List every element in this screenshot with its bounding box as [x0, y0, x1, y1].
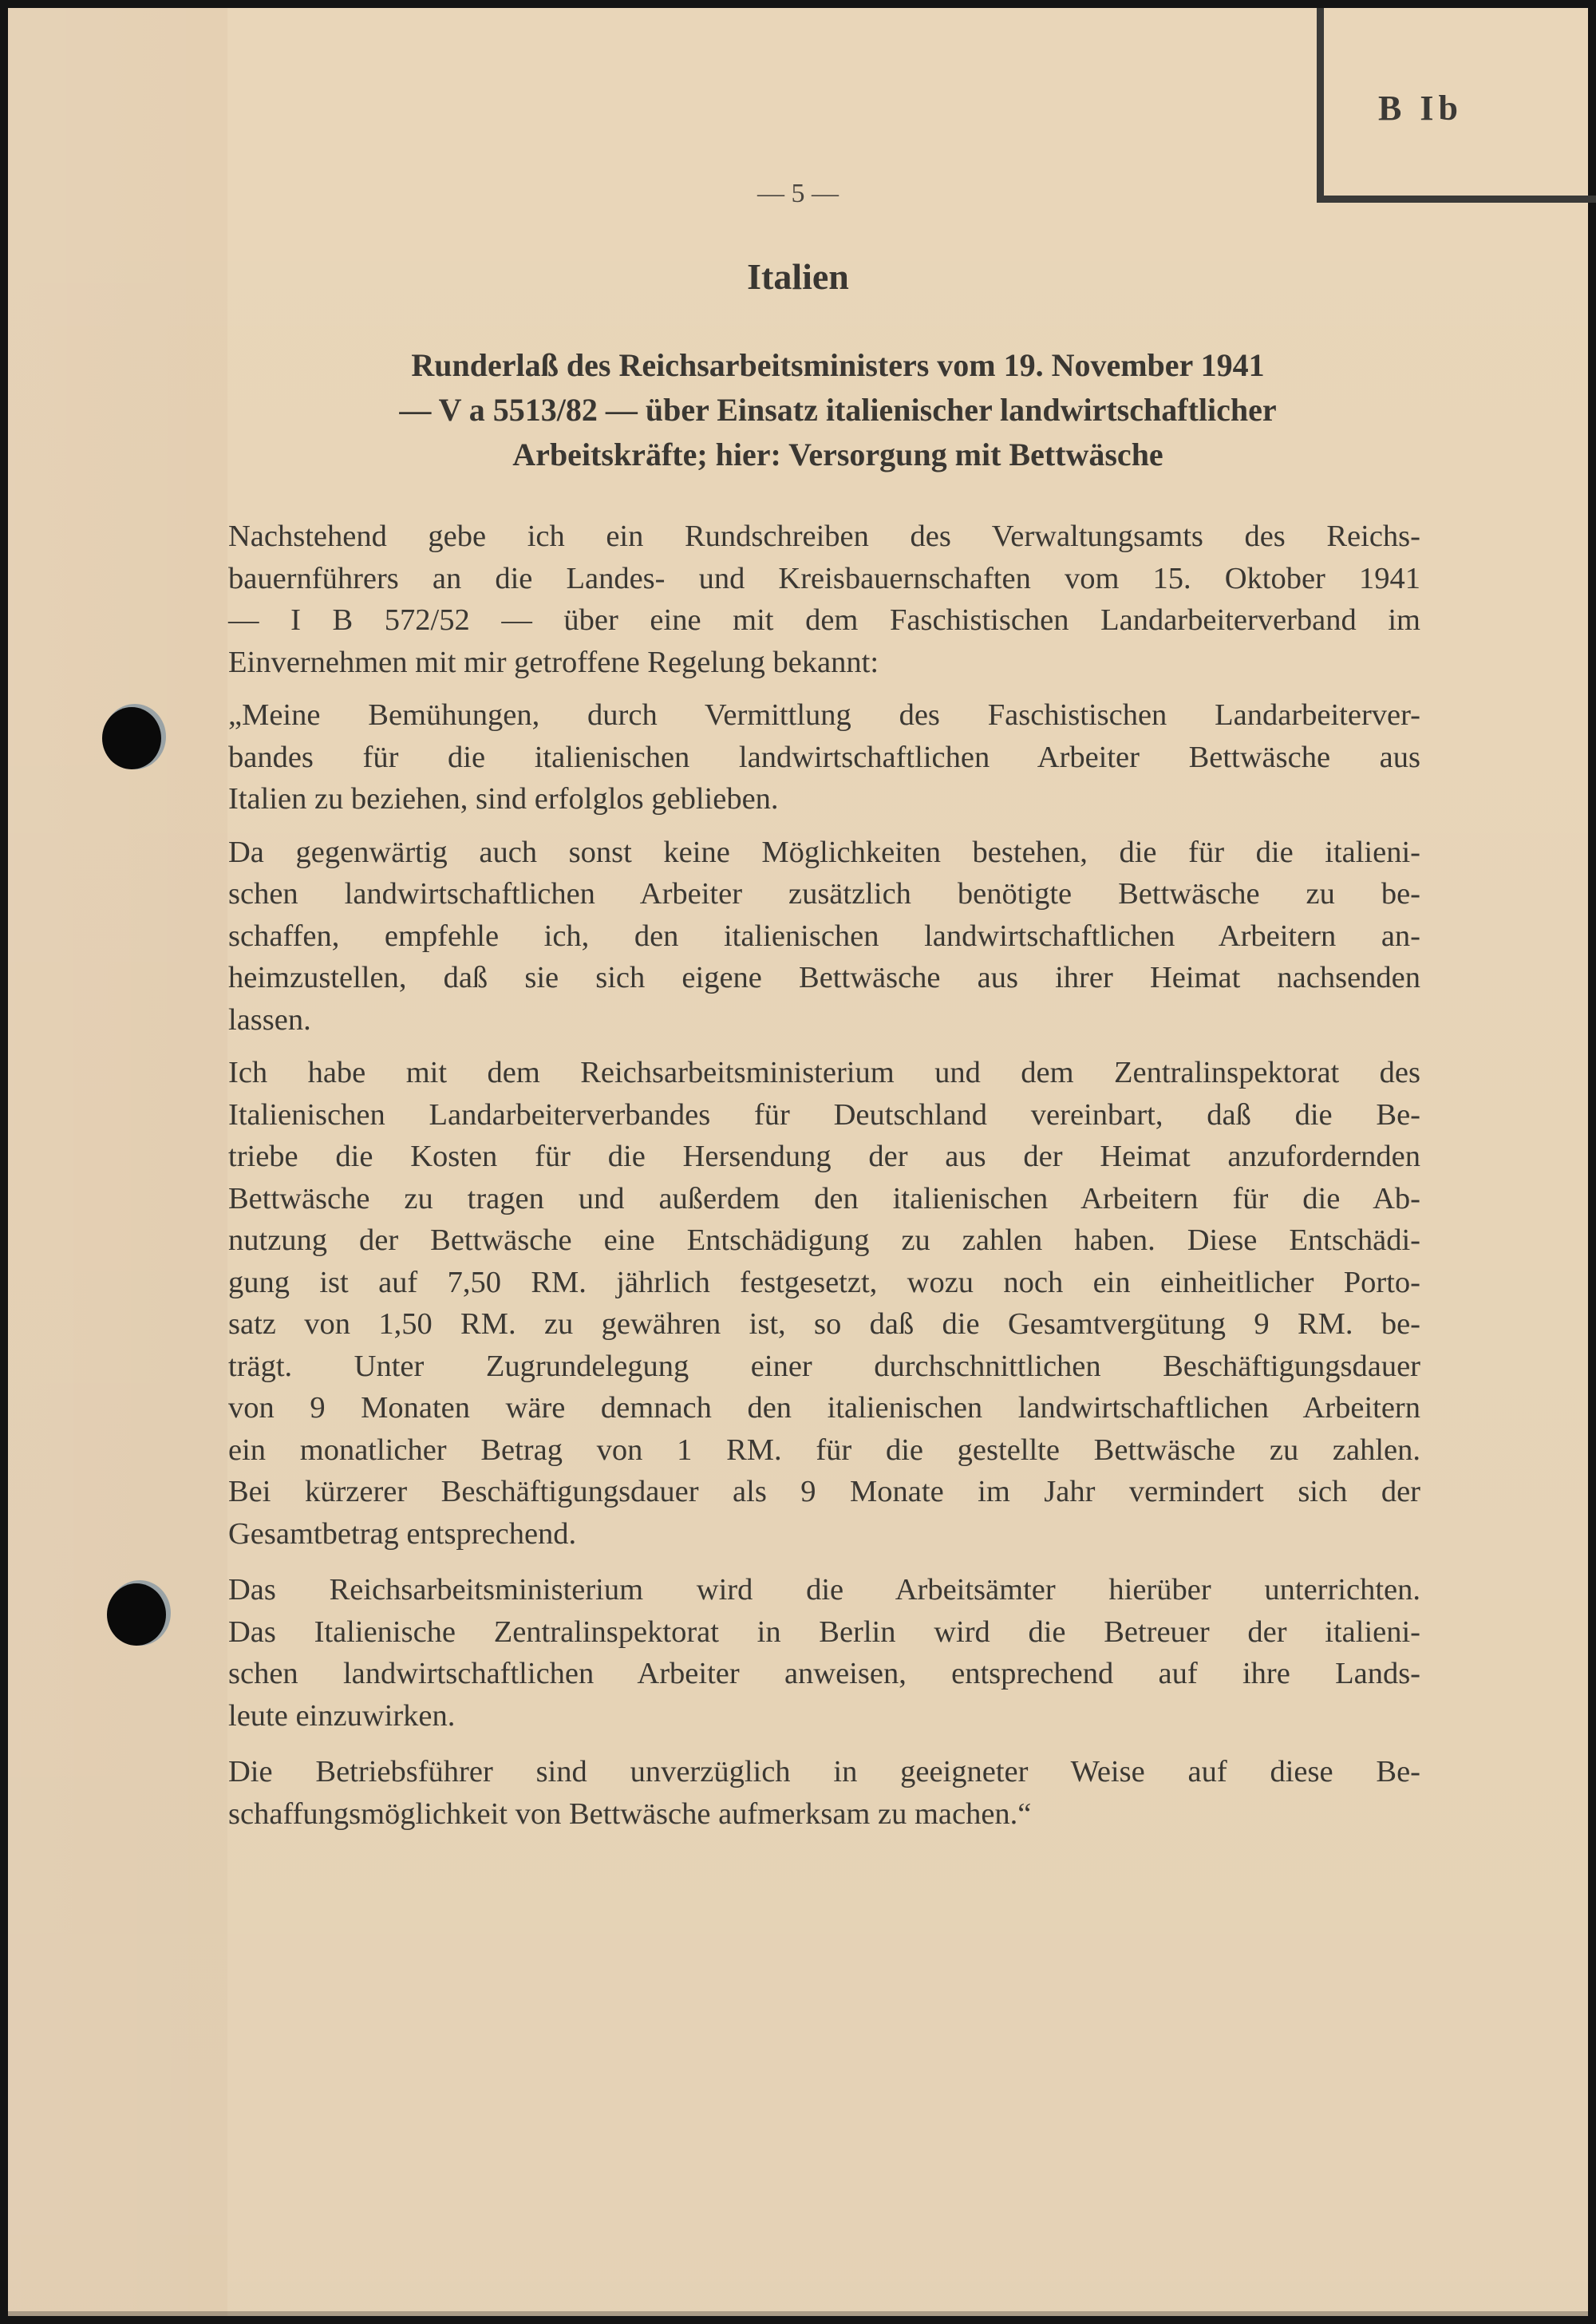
- text-line: nutzung der Bettwäsche eine Entschädigung zu zahlen haben. Diese Entschädi-: [228, 1223, 1420, 1257]
- text-line: von 9 Monaten wäre demnach den italienischen landwirtschaftlichen Arbeitern: [228, 1391, 1420, 1425]
- text-line: schaffen, empfehle ich, den italienischen landwirtschaftlichen Arbeitern an-: [228, 919, 1420, 953]
- text-line: Das Reichsarbeitsministerium wird die Arbeitsämter hierüber unterrichten.: [228, 1573, 1420, 1607]
- text-line: bauernführers an die Landes- und Kreisbauernschaften vom 15. Oktober 1941: [228, 561, 1420, 595]
- text-line: gung ist auf 7,50 RM. jährlich festgesetzt, wozu noch ein einheitlicher Porto-: [228, 1265, 1420, 1299]
- text-line: Nachstehend gebe ich ein Rundschreiben des Verwaltungsamts des Reichs-: [228, 520, 1420, 553]
- paragraph-quote-3: [228, 1052, 1420, 1555]
- page-edge-strip: [8, 8, 227, 2316]
- text-line: Italienischen Landarbeiterverbandes für Deutschland vereinbart, daß die Be-: [228, 1097, 1420, 1132]
- text-line: heimzustellen, daß sie sich eigene Bettwäsche aus ihrer Heimat nachsenden: [228, 961, 1420, 994]
- text-line: satz von 1,50 RM. zu gewähren ist, so daß die Gesamtvergütung 9 RM. be-: [228, 1307, 1420, 1341]
- paragraph-intro: [228, 516, 1420, 683]
- text-line: Das Italienische Zentralinspektorat in Berlin wird die Betreuer der italieni-: [228, 1615, 1420, 1649]
- decree-title-line: Runderlaß des Reichsarbeitsministers vom 19. November 1941: [411, 347, 1265, 383]
- paragraph-quote-2: [228, 832, 1420, 1041]
- paragraph-quote-4: [228, 1569, 1420, 1737]
- text-line: schen landwirtschaftlichen Arbeiter anweisen, entsprechend auf ihre Lands-: [228, 1657, 1420, 1690]
- text-line: — I B 572/52 — über eine mit dem Faschistischen Landarbeiterverband im: [228, 603, 1420, 637]
- text-line: schen landwirtschaftlichen Arbeiter zusätzlich benötigte Bettwäsche zu be-: [228, 877, 1420, 911]
- text-line: bandes für die italienischen landwirtschaftlichen Arbeiter Bettwäsche aus: [228, 740, 1420, 774]
- text-line: triebe die Kosten für die Hersendung der aus der Heimat anzufordernden: [228, 1140, 1420, 1173]
- text-line: Ich habe mit dem Reichsarbeitsministerium und dem Zentralinspektorat des: [228, 1056, 1420, 1089]
- text-line: trägt. Unter Zugrundelegung einer durchschnittlichen Beschäftigungsdauer: [228, 1349, 1420, 1383]
- paragraph-quote-1: [228, 694, 1420, 820]
- text-line: Einvernehmen mit mir getroffene Regelung bekannt:: [228, 645, 879, 679]
- text-line: Die Betriebsführer sind unverzüglich in geeigneter Weise auf diese Be-: [228, 1755, 1420, 1788]
- text-line: „Meine Bemühungen, durch Vermittlung des Faschistischen Landarbeiterver-: [228, 698, 1420, 732]
- country-heading: Italien: [747, 256, 849, 297]
- register-tab-box: [1317, 8, 1596, 203]
- text-line: schaffungsmöglichkeit von Bettwäsche aufmerksam zu machen.“: [228, 1796, 1032, 1831]
- page-number: — 5 —: [757, 179, 839, 208]
- register-tab-label: B Ib: [1378, 89, 1463, 128]
- document-body: [228, 516, 1420, 1846]
- page-bottom-edge: [8, 2311, 1588, 2316]
- document-page: [8, 8, 1588, 2316]
- decree-title-line: Arbeitskräfte; hier: Versorgung mit Bettwäsche: [512, 437, 1163, 472]
- decree-title-line: — V a 5513/82 — über Einsatz italienischer landwirtschaftlicher: [399, 392, 1277, 428]
- text-line: Da gegenwärtig auch sonst keine Möglichkeiten bestehen, die für die italieni-: [228, 835, 1420, 869]
- punch-hole-icon: [107, 1583, 166, 1646]
- text-line: Gesamtbetrag entsprechend.: [228, 1516, 577, 1551]
- text-line: ein monatlicher Betrag von 1 RM. für die gestellte Bettwäsche zu zahlen.: [228, 1433, 1420, 1467]
- text-line: lassen.: [228, 1002, 311, 1037]
- text-line: leute einzuwirken.: [228, 1698, 456, 1733]
- text-line: Italien zu beziehen, sind erfolglos geblieben.: [228, 782, 779, 816]
- paragraph-quote-5: [228, 1751, 1420, 1835]
- punch-hole-icon: [102, 707, 161, 769]
- decree-title: [247, 343, 1428, 477]
- text-line: Bettwäsche zu tragen und außerdem den italienischen Arbeitern für die Ab-: [228, 1181, 1420, 1215]
- text-line: Bei kürzerer Beschäftigungsdauer als 9 Monate im Jahr vermindert sich der: [228, 1475, 1420, 1508]
